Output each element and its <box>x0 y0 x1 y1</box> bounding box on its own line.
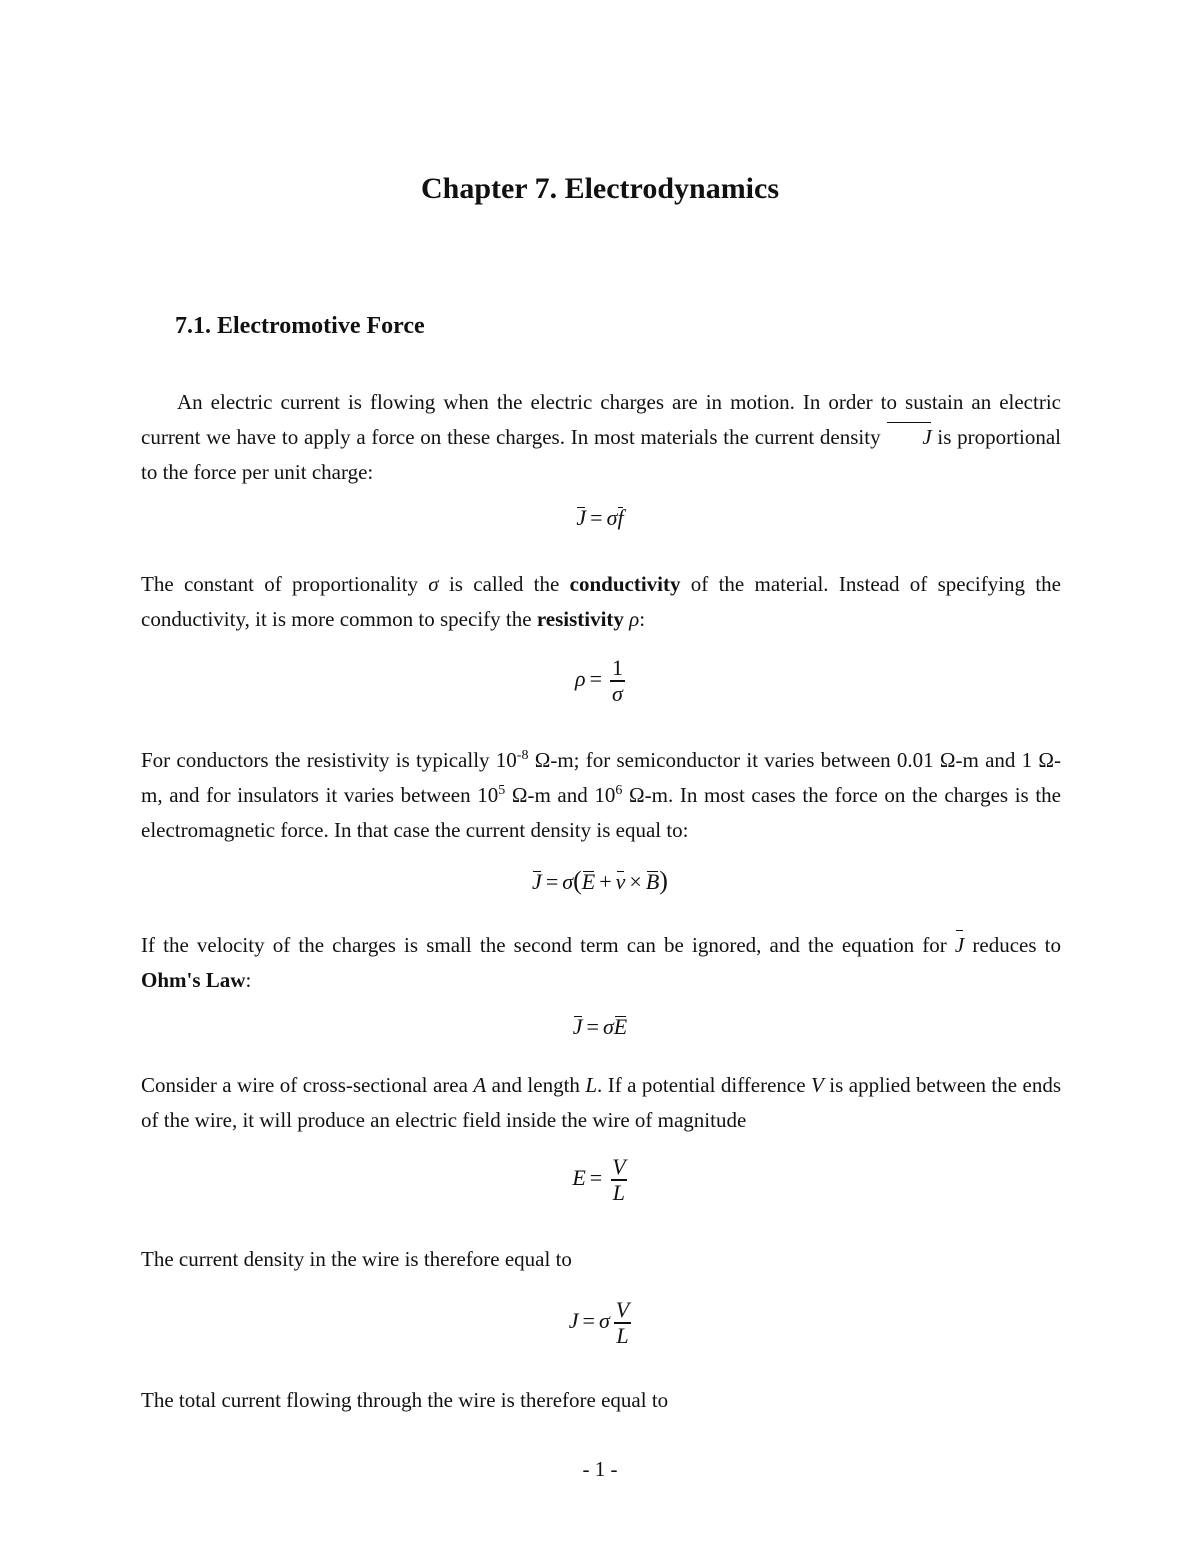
eq4-sigma: σ <box>602 1014 614 1039</box>
eq3-B: B <box>645 869 660 894</box>
equation-field-magnitude <box>0 1155 1200 1205</box>
p5-text-d: is applied between the ends of the wire, it will produce an electric field inside the wire of magnitude <box>141 1073 1062 1132</box>
p3-text-c: Ω-m and 10 <box>505 783 616 807</box>
paragraph-current-density: The current density in the wire is therefore equal to <box>141 1247 572 1271</box>
p3-text-d: Ω-m. In most cases the force on the charges is the electromagnetic force. In that case the current density is equal to: <box>141 783 1061 842</box>
eq2-fraction <box>610 656 625 706</box>
term-conductivity: conductivity <box>569 572 681 596</box>
eq6-denominator: L <box>616 1323 629 1348</box>
p5-text-b: and length <box>486 1073 586 1097</box>
term-ohms-law: Ohm's Law <box>141 968 246 992</box>
equation-j-sigma-f <box>0 505 1200 531</box>
eq3-equals: = <box>545 869 559 894</box>
term-resistivity: resistivity <box>536 607 624 631</box>
page-number: - 1 - <box>582 1457 618 1481</box>
eq6-lhs: J <box>568 1308 579 1334</box>
paragraph-total-current: The total current flowing through the wire is therefore equal to <box>141 1388 669 1412</box>
p2-text-a: The constant of proportionality <box>141 572 429 596</box>
eq5-denominator: L <box>612 1180 626 1205</box>
eq3-v: v <box>615 869 626 894</box>
eq3-plus: + <box>599 869 612 894</box>
p3-text-b: Ω-m; for semiconductor it varies between 0.01 Ω-m and 1 Ω-m, and for insulators it varies between 10 <box>141 748 1061 807</box>
eq6-sigma: σ <box>598 1308 610 1334</box>
vector-J-symbol-2: J <box>955 928 964 963</box>
paragraph-current-intro <box>141 385 1061 490</box>
eq3-E: E <box>581 869 596 894</box>
chapter-title: Chapter 7. Electrodynamics <box>420 172 780 205</box>
paragraph-wire <box>141 1068 1061 1138</box>
exponent-minus-8: -8 <box>516 748 529 763</box>
eq4-equals: = <box>586 1014 599 1039</box>
area-symbol: A <box>473 1073 487 1097</box>
p4-text-c: : <box>245 968 252 992</box>
eq4-lhs: J <box>572 1014 583 1039</box>
eq5-fraction <box>610 1155 627 1205</box>
exponent-6: 6 <box>615 783 623 798</box>
eq1-sigma: σ <box>606 505 618 530</box>
rho-symbol: ρ <box>629 607 640 631</box>
eq6-equals: = <box>582 1308 595 1334</box>
p1-text-a: An electric current is flowing when the electric charges are in motion. In order to sustain an electric current we have to apply a force on these charges. In most materials the current density <box>141 390 1061 449</box>
paragraph-resistivity-values <box>141 743 1061 848</box>
eq2-equals: = <box>589 666 602 692</box>
eq6-numerator: V <box>615 1297 630 1322</box>
eq5-equals: = <box>589 1165 603 1191</box>
p5-text-c: . If a potential difference <box>597 1073 812 1097</box>
eq3-right-paren: ) <box>659 866 668 895</box>
p4-text-a: If the velocity of the charges is small the second term can be ignored, and the equation for <box>141 933 955 957</box>
eq3-sigma: σ <box>562 869 574 894</box>
equation-rho <box>0 656 1200 706</box>
length-symbol: L <box>585 1073 598 1097</box>
eq6-fraction <box>614 1298 631 1348</box>
vector-J-symbol: J <box>886 420 931 455</box>
paragraph-conductivity <box>141 567 1061 637</box>
p2-text-c: of the material. Instead of specifying the conductivity, it is more common to specify the <box>141 572 1062 631</box>
eq2-denominator: σ <box>612 681 623 706</box>
eq5-numerator: V <box>612 1154 626 1179</box>
eq3-left-paren: ( <box>573 866 582 895</box>
eq1-lhs: J <box>576 505 587 530</box>
eq4-rhs: E <box>613 1014 628 1039</box>
p2-text-b: is called the <box>438 572 570 596</box>
equation-current-density <box>0 1298 1200 1348</box>
eq5-lhs: E <box>572 1165 586 1191</box>
p5-text-a: Consider a wire of cross-sectional area <box>141 1073 474 1097</box>
eq1-equals: = <box>590 505 603 530</box>
eq3-lhs: J <box>532 869 542 894</box>
sigma-symbol: σ <box>428 572 439 596</box>
p2-text-e: : <box>639 607 646 631</box>
eq3-times: × <box>629 869 642 894</box>
equation-lorentz-current <box>0 866 1200 896</box>
equation-ohms-law <box>0 1014 1200 1040</box>
voltage-symbol: V <box>811 1073 824 1097</box>
section-title: 7.1. Electromotive Force <box>175 313 425 339</box>
exponent-5: 5 <box>498 783 506 798</box>
eq1-rhs: f <box>617 505 624 530</box>
paragraph-ohms-law-intro <box>141 928 1061 998</box>
eq2-lhs: ρ <box>575 666 586 692</box>
p3-text-a: For conductors the resistivity is typically 10 <box>141 748 517 772</box>
eq2-numerator: 1 <box>611 655 623 680</box>
p4-text-b: reduces to <box>964 933 1061 957</box>
p1-text-b: is proportional to the force per unit charge: <box>141 425 1061 484</box>
